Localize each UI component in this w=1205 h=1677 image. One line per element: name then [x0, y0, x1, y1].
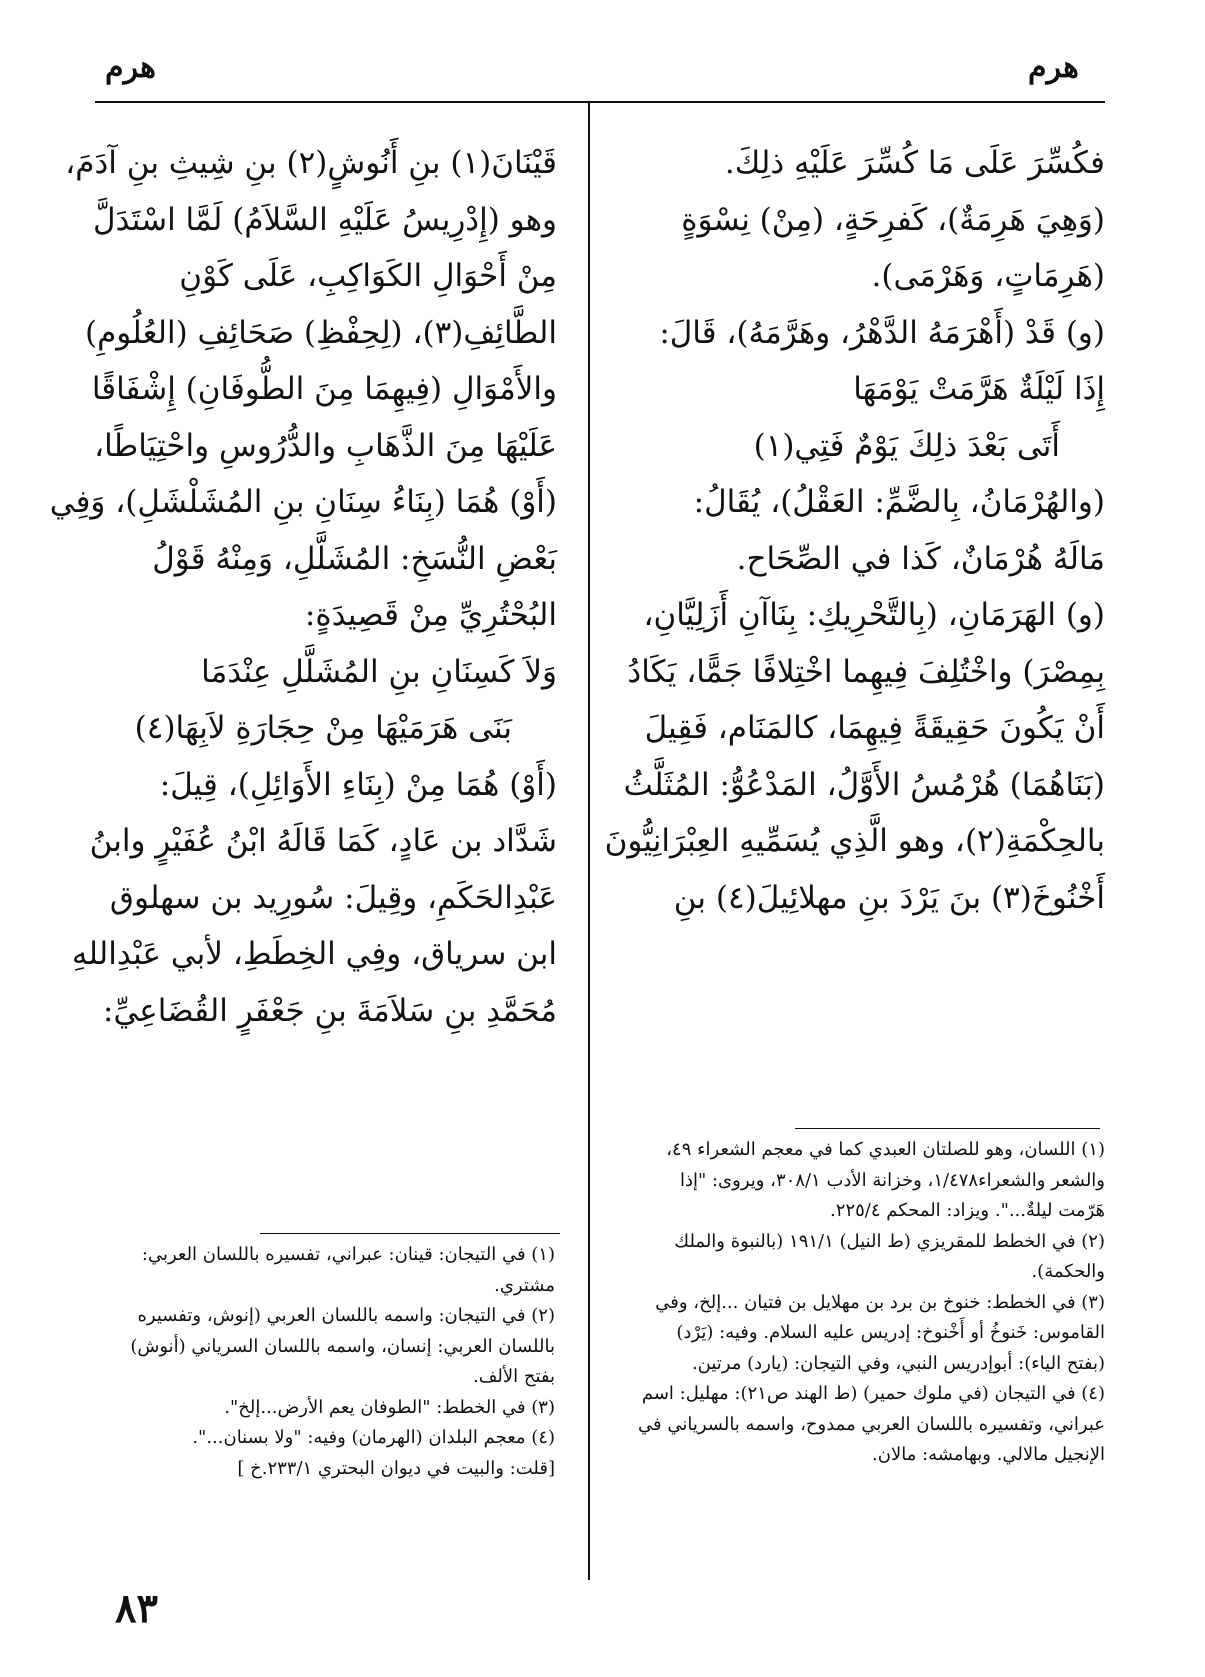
text-line: والأَمْوَالِ (فِيهِمَا مِنَ الطُّوفَانِ) إِشْفَاقًا	[91, 371, 557, 407]
text-line: البُحْتُرِيِّ مِنْ قَصِيدَةٍ:	[304, 597, 557, 633]
verse-line: وَلاَ كَسِنَانِ بنِ المُشَلَّلِ عِنْدَمَا	[201, 653, 557, 690]
page-number: ٨٣	[115, 1585, 158, 1632]
header-rule	[95, 101, 1105, 103]
text-line: مُحَمَّدِ بنِ سَلاَمَةَ بنِ جَعْفَرٍ القُضَاعِيِّ:	[103, 992, 557, 1029]
footnote: (٤) معجم البلدان (الهرمان) وفيه: "ولا بسنان...".	[192, 1427, 555, 1448]
footnote: (٢) في الخطط للمقريزي (ط النيل) ١٩١/١ (بالنبوة والملك والحكمة).	[674, 1230, 1105, 1282]
text-line: (وَهِيَ هَرِمَةٌ)، كَفرِحَةٍ، (مِنْ) نِسْوَةٍ	[681, 201, 1105, 238]
text-line: (أَوْ) هُمَا (بِنَاءُ سِنَانِ بنِ المُشَلْشَلِ)، وَفِي	[49, 484, 557, 520]
text-line: (والهُرْمَانُ، بِالضَّمِّ: العَقْلُ)، يُقَالُ:	[693, 484, 1105, 520]
text-line: فكُسِّرَ عَلَى مَا كُسِّرَ عَلَيْهِ ذلِكَ.	[724, 145, 1105, 181]
footnote-rule	[795, 1128, 1100, 1129]
text-line: (أَوْ) هُمَا مِنْ (بِنَاءِ الأَوَائِلِ)، قِيلَ:	[159, 766, 557, 803]
right-footnotes	[635, 1135, 1105, 1471]
text-line: عَلَيْهَا مِنَ الذَّهَابِ والدُّرُوسِ واحْتِيَاطًا،	[94, 427, 557, 464]
text-line: عَبْدِالحَكَمِ، وقِيلَ: سُورِيد بن سهلوق	[109, 879, 557, 916]
text-line: (و) الهَرَمَانِ، (بِالتَّحْرِيكِ: بِنَاآنِ أَزَلِيَّانِ،	[643, 597, 1105, 633]
verse-line: إِذَا لَيْلَةٌ هَرَّمَتْ يَوْمَهَا	[853, 371, 1105, 407]
text-line: أَنْ يَكُونَ حَقِيقَةً فِيهِمَا، كالمَنَام، فَقِيلَ	[644, 710, 1105, 746]
footnote: (٢) في التيجان: واسمه باللسان العربي (إنوش، وتفسيره باللسان العربي: إنسان، واسمه باللسان السرياني (أنوش) بفتح الألف.	[130, 1305, 555, 1387]
column-divider	[588, 103, 590, 1580]
text-line: مِنْ أَحْوَالِ الكَوَاكِبِ، عَلَى كَوْنِ	[179, 258, 557, 294]
left-footnotes	[95, 1240, 555, 1484]
footnote: [قلت: والبيت في ديوان البحتري ٢٣٣/١.خ ]	[237, 1457, 555, 1479]
text-line: ابن سرياق، وفِي الخِطَطِ، لأبي عَبْدِاللهِ	[71, 936, 557, 972]
text-line: (بَنَاهُمَا) هُرْمُسُ الأَوَّلُ، المَدْعُوُّ: المُثَلَّثُ	[623, 766, 1105, 803]
text-line: شَدَّاد بن عَادٍ، كَمَا قَالَهُ ابْنُ عُفَيْرٍ وابنُ	[89, 823, 557, 859]
text-line: (و) قَدْ (أَهْرَمَهُ الدَّهْرُ، وهَرَّمَهُ)، قَالَ:	[659, 314, 1105, 351]
text-line: وهو (إِدْرِيسُ عَلَيْهِ السَّلاَمُ) لَمَّا اسْتَدَلَّ	[92, 201, 557, 238]
left-column	[49, 135, 557, 1039]
running-head-right: هرم	[1028, 50, 1079, 85]
footnote: (١) في التيجان: قينان: عبراني، تفسيره باللسان العربي: مشتري.	[141, 1244, 555, 1296]
footnote-rule	[260, 1233, 560, 1234]
text-line: مَالَهُ هُرْمَانٌ، كَذا في الصِّحَاح.	[736, 540, 1105, 577]
footnote: (٣) في الخطط: "الطوفان يعم الأرض...إلخ".	[224, 1396, 555, 1418]
right-column	[604, 135, 1105, 926]
text-line: بِمِصْرَ) واخْتُلِفَ فِيهِما اخْتِلافًا جَمًّا، يَكَادُ	[627, 653, 1105, 690]
page-header	[0, 0, 1205, 110]
text-line: بالحِكْمَةِ(٢)، وهو الَّذِي يُسَمِّيهِ العِبْرَانِيُّونَ	[604, 823, 1105, 859]
text-line: (هَرِمَاتٍ، وَهَرْمَى).	[871, 258, 1105, 294]
running-head-left: هرم	[105, 50, 156, 85]
text-line: بَعْضِ النُّسَخِ: المُشَلَّلِ، وَمِنْهُ قَوْلُ	[152, 540, 557, 577]
footnote: (١) اللسان، وهو للصلتان العبدي كما في معجم الشعراء ٤٩، والشعر والشعراء١/٤٧٨، وخزانة الأدب ٣٠٨/١، ويروى: "إذا هَرّمت ليلةٌ...". ويزاد: المحكم ٢٢٥/٤.	[666, 1139, 1105, 1221]
verse-line: أَتَى بَعْدَ ذلِكَ يَوْمٌ فَتِي(١)	[753, 427, 1060, 464]
verse-line: بَنَى هَرَمَيْهَا مِنْ حِجَارَةِ لاَبِهَا(٤)	[134, 710, 512, 746]
footnote: (٣) في الخطط: خنوخ بن برد بن مهلايل بن فتيان ...إلخ، وفي القاموس: خَنوخُ أو أَخْنوخ: إدريس عليه السلام. وفيه: (يَرْد) (بفتح الياء): أبوإدريس النبي، وفي التيجان: (يارد) مرتين.	[655, 1291, 1105, 1374]
footnote: (٤) في التيجان (في ملوك حمير) (ط الهند ص٢١): مهليل: اسم عبراني، وتفسيره باللسان العربي ممدوح، واسمه بالسرياني في الإنجيل مالالي. وبهامشه: مالان.	[638, 1383, 1105, 1465]
text-line: الطَّائِفِ(٣)، (لِحِفْظِ) صَحَائِفِ (العُلُومِ)	[85, 314, 557, 351]
text-line: أَخْنُوخَ(٣) بنَ يَرْدَ بنِ مهلائِيلَ(٤) بنِ	[673, 879, 1105, 916]
text-line: قَيْنَانَ(١) بنِ أَنُوشٍ(٢) بنِ شِيثِ بنِ آدَمَ،	[65, 145, 557, 181]
